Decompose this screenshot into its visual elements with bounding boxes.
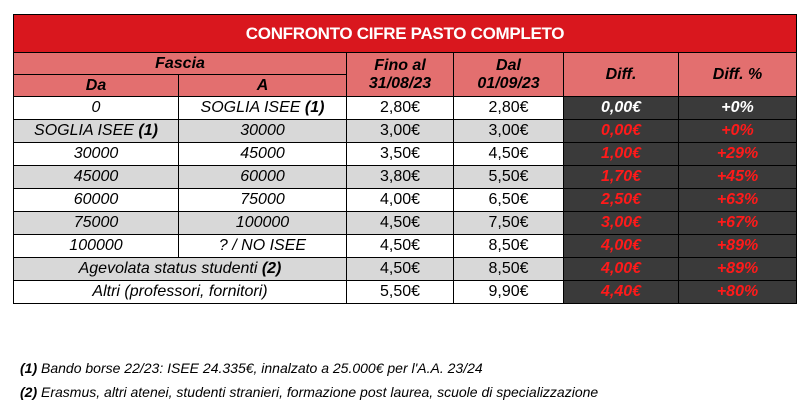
table-row (14, 212, 797, 235)
cell-a: 60000 (179, 166, 347, 189)
cell-da (14, 120, 179, 143)
footnotes (20, 356, 598, 404)
header-da: Da (14, 75, 179, 97)
header-fino-al-date: 31/08/23 (368, 74, 432, 92)
table-row (14, 120, 797, 143)
cell-fino: 5,50€ (347, 281, 454, 304)
cell-dal: 8,50€ (454, 235, 564, 258)
cell-pct: +0% (679, 97, 797, 120)
cell-dal: 2,80€ (454, 97, 564, 120)
cell-fino: 2,80€ (347, 97, 454, 120)
cell-diff: 2,50€ (564, 189, 679, 212)
footnote-2 (20, 380, 598, 404)
cell-pct: +29% (679, 143, 797, 166)
cell-dal: 7,50€ (454, 212, 564, 235)
footnote-2-text: Erasmus, altri atenei, studenti stranieri, formazione post laurea, scuole di specializzazione (37, 384, 599, 400)
cell-category-note: (2) (261, 260, 282, 277)
cell-a: 45000 (179, 143, 347, 166)
cell-fino: 3,80€ (347, 166, 454, 189)
cell-dal: 8,50€ (454, 258, 564, 281)
footnote-2-marker: (2) (20, 384, 38, 400)
cell-dal: 6,50€ (454, 189, 564, 212)
header-dal (454, 53, 564, 97)
cell-a: ? / NO ISEE (179, 235, 347, 258)
cell-fino: 3,50€ (347, 143, 454, 166)
cell-diff: 0,00€ (564, 120, 679, 143)
header-a: A (179, 75, 347, 97)
cell-pct: +89% (679, 235, 797, 258)
cell-da-text: SOGLIA ISEE (34, 122, 134, 139)
cell-a: 75000 (179, 189, 347, 212)
cell-dal: 5,50€ (454, 166, 564, 189)
header-dal-label: Dal (496, 56, 521, 74)
table-row (14, 281, 797, 304)
cell-dal: 9,90€ (454, 281, 564, 304)
header-fino-al-label: Fino al (374, 56, 426, 74)
cell-a: 30000 (179, 120, 347, 143)
cell-diff: 4,40€ (564, 281, 679, 304)
cell-a: 100000 (179, 212, 347, 235)
table-row (14, 143, 797, 166)
cell-category: Altri (professori, fornitori) (14, 281, 347, 304)
cell-category (14, 258, 347, 281)
header-fascia: Fascia (14, 53, 347, 75)
table-row (14, 258, 797, 281)
cell-da: 100000 (14, 235, 179, 258)
table-row (14, 189, 797, 212)
footnote-1 (20, 356, 598, 380)
header-diff: Diff. (564, 53, 679, 97)
comparison-table (13, 14, 797, 304)
header-dal-date: 01/09/23 (477, 74, 540, 92)
footnote-1-text: Bando borse 22/23: ISEE 24.335€, innalzato a 25.000€ per l'A.A. 23/24 (37, 360, 483, 376)
cell-fino: 4,00€ (347, 189, 454, 212)
cell-fino: 4,50€ (347, 258, 454, 281)
cell-da: 60000 (14, 189, 179, 212)
cell-diff: 4,00€ (564, 258, 679, 281)
cell-pct: +89% (679, 258, 797, 281)
cell-fino: 3,00€ (347, 120, 454, 143)
cell-dal: 3,00€ (454, 120, 564, 143)
cell-fino: 4,50€ (347, 235, 454, 258)
table-title: CONFRONTO CIFRE PASTO COMPLETO (14, 15, 797, 53)
comparison-table-container (13, 14, 796, 304)
header-diff-pct: Diff. % (679, 53, 797, 97)
cell-pct: +67% (679, 212, 797, 235)
cell-da: 75000 (14, 212, 179, 235)
header-fino-al (347, 53, 454, 97)
cell-a-note: (1) (304, 99, 325, 116)
cell-pct: +63% (679, 189, 797, 212)
cell-category-text: Agevolata status studenti (78, 260, 258, 277)
cell-diff: 4,00€ (564, 235, 679, 258)
table-row (14, 166, 797, 189)
cell-pct: +45% (679, 166, 797, 189)
cell-fino: 4,50€ (347, 212, 454, 235)
table-row (14, 97, 797, 120)
cell-a-text: SOGLIA ISEE (200, 99, 301, 116)
cell-da: 0 (14, 97, 179, 120)
cell-a (179, 97, 347, 120)
cell-diff: 1,70€ (564, 166, 679, 189)
cell-da: 30000 (14, 143, 179, 166)
cell-diff: 0,00€ (564, 97, 679, 120)
footnote-1-marker: (1) (20, 360, 38, 376)
cell-dal: 4,50€ (454, 143, 564, 166)
cell-pct: +0% (679, 120, 797, 143)
cell-diff: 3,00€ (564, 212, 679, 235)
cell-pct: +80% (679, 281, 797, 304)
cell-da: 45000 (14, 166, 179, 189)
cell-diff: 1,00€ (564, 143, 679, 166)
cell-da-note: (1) (138, 122, 158, 139)
table-row (14, 235, 797, 258)
